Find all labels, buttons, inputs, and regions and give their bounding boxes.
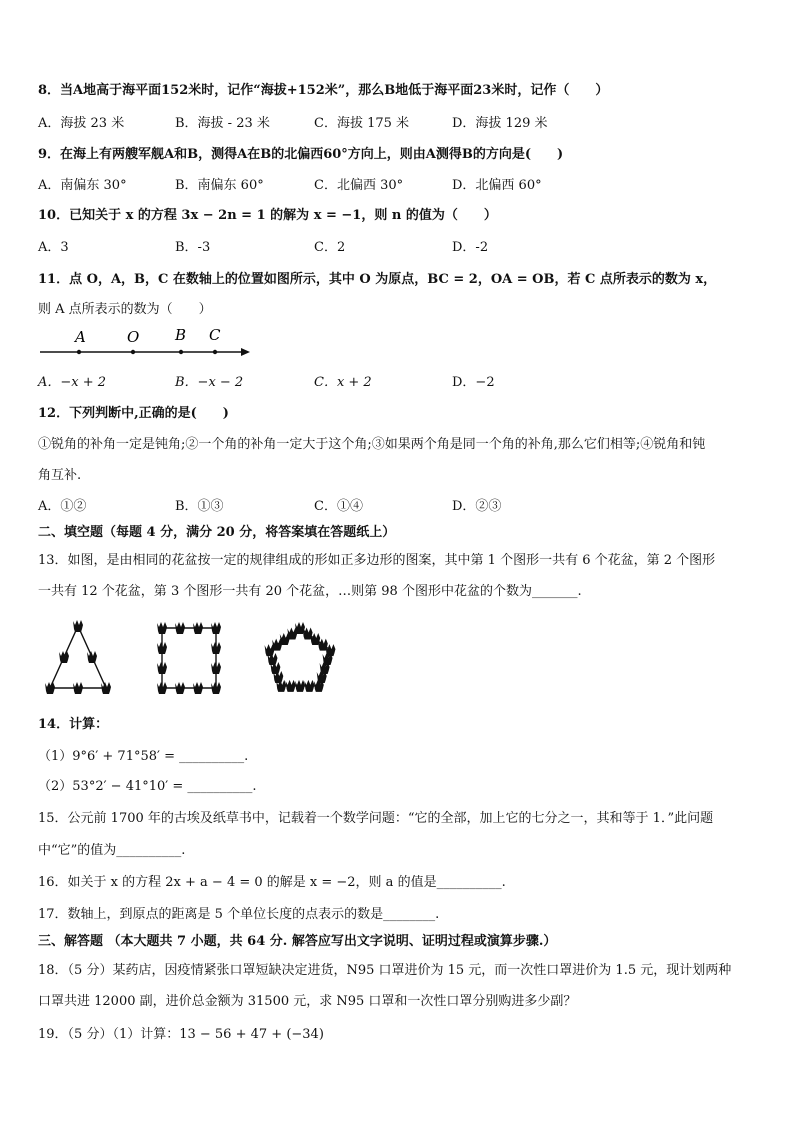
point-a-dot [77, 350, 81, 354]
flower-pot-icon [175, 682, 185, 694]
q9-option-c: C．北偏西 30° [314, 178, 404, 193]
q10-option-a: A．3 [38, 240, 69, 255]
q13-line1: 13．如图，是由相同的花盆按一定的规律组成的形如正多边形的图案，其中第 1 个图形一共有 6 个花盆，第 2 个图形 [38, 553, 716, 568]
pattern-outline [50, 626, 106, 688]
flower-pot-icon [304, 680, 314, 692]
q8-option-b: B．海拔 - 23 米 [175, 116, 270, 131]
flower-pot-icon [101, 682, 111, 694]
square-pattern [157, 622, 221, 694]
q14-part1: （1）9°6′ + 71°58′ = __________. [38, 749, 249, 764]
flower-pot-icon [193, 682, 203, 694]
q11-options [38, 374, 760, 392]
point-o-label: O [127, 328, 140, 346]
q12-option-b: B．①③ [175, 499, 224, 514]
point-b-dot [179, 350, 183, 354]
q8-option-c: C．海拔 175 米 [314, 116, 410, 131]
q11-option-c: C．x + 2 [314, 375, 372, 390]
q11-option-a: A．−x + 2 [38, 375, 107, 390]
flower-pot-patterns-figure [38, 618, 358, 700]
q12-body-line2: 角互补. [38, 468, 82, 483]
q11-option-b: B．−x − 2 [175, 375, 244, 390]
q12-option-c: C．①④ [314, 499, 363, 514]
q19-text: 19．（5 分）（1）计算：13 − 56 + 47 + (−34) [38, 1027, 324, 1042]
q9-option-b: B．南偏东 60° [175, 178, 264, 193]
point-a-label: A [75, 328, 86, 346]
triangle-pattern [45, 620, 111, 694]
q15-line1: 15．公元前 1700 年的古埃及纸草书中，记载着一个数学问题：“它的全部，加上它的七分之一，其和等于 1．”此问题 [38, 811, 714, 826]
flower-pot-icon [45, 682, 55, 694]
q11-option-d: D．−2 [452, 375, 495, 390]
section-solve-header: 三、解答题 （本大题共 7 小题，共 64 分. 解答应写出文字说明、证明过程或演算步骤.） [38, 934, 557, 949]
pattern-outline [162, 628, 216, 688]
q15-line2: 中“它”的值为__________. [38, 843, 186, 858]
flower-pot-icon [295, 680, 305, 692]
q9-option-d: D．北偏西 60° [452, 178, 542, 193]
flower-pot-icon [287, 628, 297, 640]
number-line-arrow-icon [241, 348, 250, 356]
q12-options [38, 498, 760, 516]
q8-option-d: D．海拔 129 米 [452, 116, 548, 131]
q12-option-d: D．②③ [452, 499, 502, 514]
q10-options [38, 239, 760, 257]
point-c-label: C [209, 326, 221, 344]
flower-pot-icon [87, 651, 97, 663]
number-line-figure [38, 326, 252, 364]
flower-pot-icon [175, 622, 185, 634]
q10-stem: 10．已知关于 x 的方程 3x − 2n = 1 的解为 x = −1，则 n 的值为（ ） [38, 208, 497, 223]
q9-option-a: A．南偏东 30° [38, 178, 127, 193]
q18-line1: 18．（5 分）某药店，因疫情紧张口罩短缺决定进货，N95 口罩进价为 15 元，而一次性口罩进价为 1.5 元，现计划两种 [38, 963, 732, 978]
q18-line2: 口罩共进 12000 副，进价总金额为 31500 元，求 N95 口罩和一次性口罩分别购进多少副？ [38, 994, 577, 1009]
q11-stem-line2: 则 A 点所表示的数为（ ） [38, 302, 212, 317]
q17-text: 17．数轴上，到原点的距离是 5 个单位长度的点表示的数是________. [38, 907, 440, 922]
q12-stem: 12．下列判断中,正确的是( ) [38, 406, 229, 421]
point-b-label: B [175, 326, 187, 344]
q14-stem: 14．计算： [38, 717, 109, 732]
q12-option-a: A．①② [38, 499, 87, 514]
pentagon-pattern [265, 622, 336, 692]
point-c-dot [213, 350, 217, 354]
q9-options [38, 177, 760, 195]
q12-body-line1: ①锐角的补角一定是钝角;②一个角的补角一定大于这个角;③如果两个角是同一个角的补角,那么它们相等;④锐角和钝 [38, 437, 706, 452]
flower-pot-icon [73, 682, 83, 694]
q11-stem-line1: 11．点 O，A，B，C 在数轴上的位置如图所示，其中 O 为原点，BC = 2，OA = OB，若 C 点所表示的数为 x， [38, 272, 717, 287]
q14-part2: （2）53°2′ − 41°10′ = __________. [38, 779, 257, 794]
flower-pot-icon [157, 622, 167, 634]
flower-pot-icon [73, 620, 83, 632]
flower-pot-icon [211, 622, 221, 634]
q8-options [38, 115, 760, 133]
flower-pot-icon [59, 651, 69, 663]
q10-option-d: D．-2 [452, 240, 489, 255]
q13-line2: 一共有 12 个花盆，第 3 个图形一共有 20 个花盆，…则第 98 个图形中花盆的个数为_______. [38, 584, 582, 599]
flower-pot-icon [286, 680, 296, 692]
q8-option-a: A．海拔 23 米 [38, 116, 125, 131]
point-o-dot [131, 350, 135, 354]
q16-text: 16．如关于 x 的方程 2x + a − 4 = 0 的解是 x = −2，则 a 的值是__________. [38, 875, 506, 890]
q10-option-c: C．2 [314, 240, 346, 255]
section-fill-in-header: 二、填空题（每题 4 分，满分 20 分，将答案填在答题纸上） [38, 525, 396, 540]
flower-pot-icon [193, 622, 203, 634]
q9-stem: 9．在海上有两艘军舰A和B，测得A在B的北偏西60°方向上，则由A测得B的方向是( ) [38, 147, 564, 162]
q10-option-b: B．-3 [175, 240, 211, 255]
q8-stem: 8．当A地高于海平面152米时，记作“海拔+152米”，那么B地低于海平面23米时，记作（ ） [38, 83, 609, 98]
